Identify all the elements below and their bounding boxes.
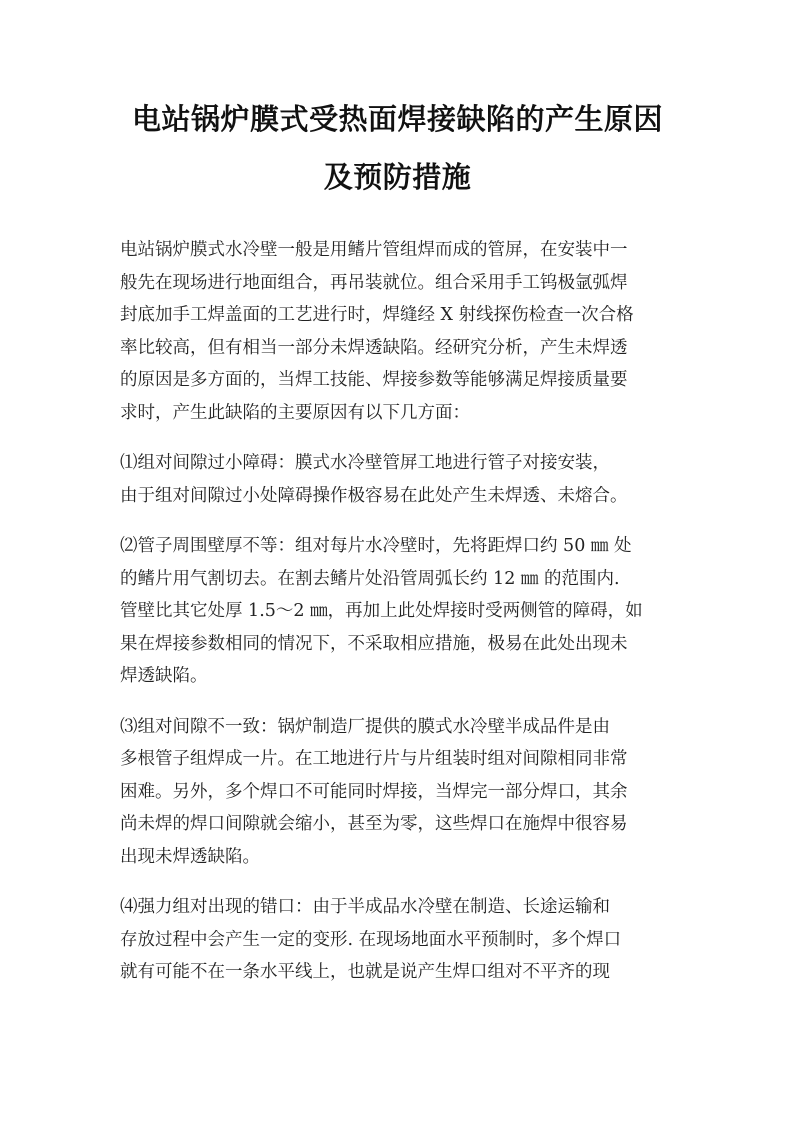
- text-line: 就有可能不在一条水平线上，也就是说产生焊口组对不平齐的现: [120, 962, 610, 982]
- text-line: 由于组对间隙过小处障碍操作极容易在此处产生未焊透、未熔合。: [120, 485, 628, 506]
- text-line: 的鳍片用气割切去。在割去鳍片处沿管周弧长约 12 ㎜ 的范围内.: [120, 568, 620, 589]
- cause-3-paragraph: [120, 711, 675, 874]
- text-line: 般先在现场进行地面组合，再吊装就位。组合采用手工钨极氩弧焊: [120, 272, 628, 293]
- cause-4-paragraph: [120, 891, 675, 989]
- text-line: 焊透缺陷。: [120, 666, 208, 686]
- text-line: 率比较高，但有相当一部分未焊透缺陷。经研究分析，产生未焊透: [120, 337, 628, 358]
- text-line: ⑷强力组对出现的错口：由于半成品水冷壁在制造、长途运输和: [120, 897, 610, 917]
- text-line: 求时，产生此缺陷的主要原因有以下几方面：: [120, 402, 470, 423]
- title-line: 电站锅炉膜式受热面焊接缺陷的产生原因: [131, 102, 663, 136]
- text-line: ⑵管子周围壁厚不等：组对每片水冷壁时，先将距焊口约 50 ㎜ 处: [120, 536, 632, 556]
- cause-1-paragraph: [120, 447, 675, 512]
- document-page: [120, 90, 675, 1007]
- text-line: 出现未焊透缺陷。: [120, 846, 260, 867]
- text-line: 存放过程中会产生一定的变形. 在现场地面水平预制时，多个焊口: [120, 929, 622, 950]
- text-line: 电站锅炉膜式水冷壁一般是用鳍片管组焊而成的管屏，在安装中一: [120, 240, 628, 260]
- text-line: ⑴组对间隙过小障碍：膜式水冷壁管屏工地进行管子对接安装，: [120, 453, 610, 473]
- text-line: 困难。另外，多个焊口不可能同时焊接，当焊完一部分焊口，其余: [120, 781, 628, 802]
- text-line: 的原因是多方面的，当焊工技能、焊接参数等能够满足焊接质量要: [120, 370, 628, 390]
- document-body: [120, 234, 675, 989]
- title-line: 及预防措施: [323, 160, 472, 194]
- intro-paragraph: [120, 234, 675, 429]
- text-line: 尚未焊的焊口间隙就会缩小，甚至为零，这些焊口在施焊中很容易: [120, 814, 628, 834]
- text-line: 封底加手工焊盖面的工艺进行时，焊缝经 X 射线探伤检查一次合格: [120, 305, 634, 325]
- document-title: [120, 90, 675, 206]
- text-line: 管壁比其它处厚 1.5～2 ㎜，再加上此处焊接时受两侧管的障碍，如: [120, 601, 643, 621]
- text-line: 果在焊接参数相同的情况下，不采取相应措施，极易在此处出现未: [120, 633, 628, 654]
- text-line: 多根管子组焊成一片。在工地进行片与片组装时组对间隙相同非常: [120, 749, 628, 769]
- text-line: ⑶组对间隙不一致：锅炉制造厂提供的膜式水冷壁半成品件是由: [120, 716, 610, 737]
- cause-2-paragraph: [120, 530, 675, 693]
